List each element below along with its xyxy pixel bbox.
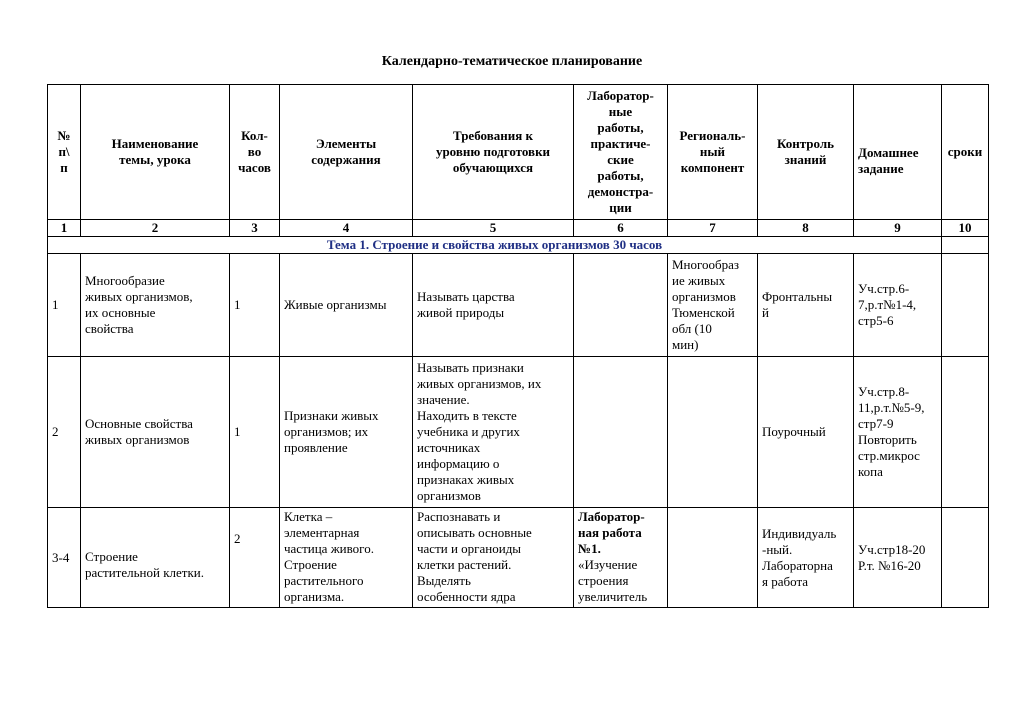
header-terms: сроки	[942, 85, 989, 220]
topic-terms-cell	[942, 237, 989, 254]
page-title: Календарно-тематическое планирование	[381, 54, 643, 69]
row-control: Индивидуаль -ный. Лабораторна я работа	[758, 508, 854, 608]
column-number: 4	[280, 220, 413, 237]
row-terms	[942, 508, 989, 608]
row-regional	[668, 357, 758, 508]
row-requirements: Называть признаки живых организмов, их значение. Находить в тексте учебника и других источниках информацию о признаках живых организмов	[413, 357, 574, 508]
header-row	[48, 85, 989, 220]
header-hours: Кол- во часов	[230, 85, 280, 220]
header-requirements: Требования к уровню подготовки обучающихся	[413, 85, 574, 220]
table-row	[48, 357, 989, 508]
header-elements: Элементы содержания	[280, 85, 413, 220]
row-regional	[668, 508, 758, 608]
column-numbers-row	[48, 220, 989, 237]
header-regional: Региональ- ный компонент	[668, 85, 758, 220]
row-homework: Уч.стр.6- 7,р.т№1-4, стр5-6	[854, 254, 942, 357]
row-control: Поурочный	[758, 357, 854, 508]
row-elements: Клетка – элементарная частица живого. Строение растительного организма.	[280, 508, 413, 608]
column-number: 3	[230, 220, 280, 237]
header-labs: Лаборатор- ные работы, практиче- ские работы, демонстра- ции	[574, 85, 668, 220]
row-homework: Уч.стр.8- 11,р.т.№5-9, стр7-9 Повторить стр.микрос копа	[854, 357, 942, 508]
column-number: 2	[81, 220, 230, 237]
row-elements: Живые организмы	[280, 254, 413, 357]
header-topic: Наименование темы, урока	[81, 85, 230, 220]
row-elements: Признаки живых организмов; их проявление	[280, 357, 413, 508]
header-control: Контроль знаний	[758, 85, 854, 220]
header-homework: Домашнее задание	[854, 85, 942, 220]
column-number: 10	[942, 220, 989, 237]
row-hours: 1	[230, 254, 280, 357]
column-number: 5	[413, 220, 574, 237]
column-number: 7	[668, 220, 758, 237]
topic-row	[48, 237, 989, 254]
row-topic: Строение растительной клетки.	[81, 508, 230, 608]
planning-table	[47, 84, 989, 608]
table-row	[48, 254, 989, 357]
row-requirements: Называть царства живой природы	[413, 254, 574, 357]
row-terms	[942, 254, 989, 357]
row-labs	[574, 254, 668, 357]
row-control: Фронтальны й	[758, 254, 854, 357]
row-terms	[942, 357, 989, 508]
row-hours: 2	[230, 508, 280, 608]
column-number: 8	[758, 220, 854, 237]
row-requirements: Распознавать и описывать основные части и органоиды клетки растений. Выделять особенности ядра	[413, 508, 574, 608]
row-topic: Основные свойства живых организмов	[81, 357, 230, 508]
row-hours: 1	[230, 357, 280, 508]
row-labs	[574, 357, 668, 508]
column-number: 6	[574, 220, 668, 237]
column-number: 9	[854, 220, 942, 237]
lab-work-title: Лаборатор- ная работа №1.	[578, 508, 645, 556]
header-num: № п\ п	[48, 85, 81, 220]
row-topic: Многообразие живых организмов, их основные свойства	[81, 254, 230, 357]
column-number: 1	[48, 220, 81, 237]
row-regional: Многообраз ие живых организмов Тюменской обл (10 мин)	[668, 254, 758, 357]
row-num: 3-4	[48, 508, 81, 608]
row-num: 2	[48, 357, 81, 508]
topic-title: Тема 1. Строение и свойства живых организмов 30 часов	[48, 237, 942, 254]
row-homework: Уч.стр18-20 Р.т. №16-20	[854, 508, 942, 608]
row-labs	[574, 508, 668, 608]
table-row	[48, 508, 989, 608]
lab-work-text: «Изучение строения увеличитель	[578, 556, 648, 604]
row-num: 1	[48, 254, 81, 357]
